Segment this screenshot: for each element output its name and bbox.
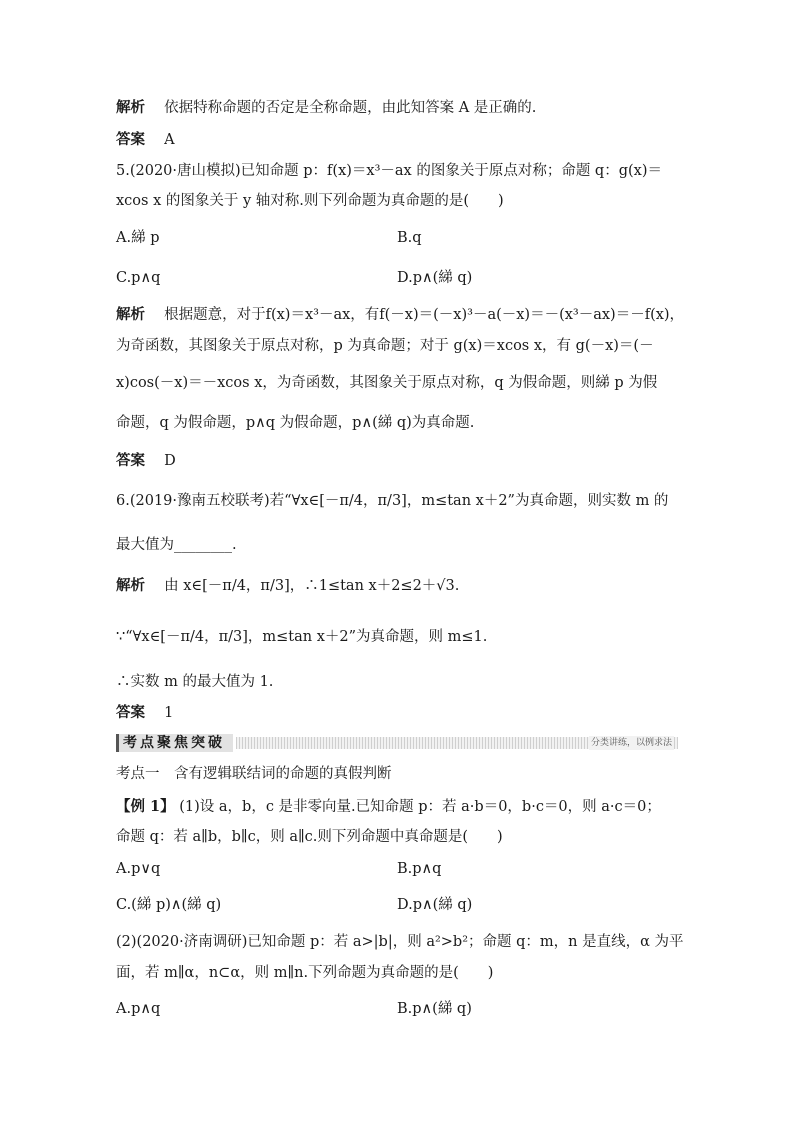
question-stem: (2)(2020·济南调研)已知命题 p：若 a>|b|，则 a²>b²；命题 q：m，n 是直线，α 为平 bbox=[116, 934, 684, 950]
option-b: B.p∧(綈 q) bbox=[397, 1001, 472, 1017]
answer-line bbox=[116, 130, 175, 150]
analysis-text: 根据题意，对于f(x)＝x³－ax，有f(－x)＝(－x)³－a(－x)＝－(x³－ax)＝－f(x)， bbox=[164, 307, 685, 323]
option-d: D.p∧(綈 q) bbox=[397, 270, 473, 286]
analysis-text: 由 x∈[－π/4，π/3]，∴1≤tan x＋2≤2＋√3. bbox=[164, 578, 460, 594]
option-b: B.p∧q bbox=[397, 861, 442, 877]
question-stem: 面，若 m∥α，n⊂α，则 m∥n.下列命题为真命题的是( ) bbox=[116, 965, 494, 981]
analysis-label: 解析 bbox=[116, 306, 145, 323]
question-stem: 5.(2020·唐山模拟)已知命题 p：f(x)＝x³－ax 的图象关于原点对称；命题 q：g(x)＝ bbox=[116, 163, 662, 179]
analysis-text: ∵“∀x∈[－π/4，π/3]，m≤tan x＋2”为真命题，则 m≤1. bbox=[116, 629, 488, 645]
analysis-line bbox=[116, 98, 536, 118]
banner-title: 考点聚焦突破 bbox=[116, 734, 233, 752]
option-c: C.(綈 p)∧(綈 q) bbox=[116, 897, 222, 913]
options-row bbox=[116, 895, 716, 915]
option-a: A.綈 p bbox=[116, 230, 160, 246]
question-stem: 命题 q：若 a∥b，b∥c，则 a∥c.则下列命题中真命题是( ) bbox=[116, 829, 503, 845]
option-a: A.p∨q bbox=[116, 861, 161, 877]
analysis-label: 解析 bbox=[116, 577, 145, 594]
section-heading: 考点一 含有逻辑联结词的命题的真假判断 bbox=[116, 766, 392, 782]
answer-label: 答案 bbox=[116, 452, 145, 469]
answer-line bbox=[116, 451, 176, 471]
options-row bbox=[116, 228, 716, 248]
options-row bbox=[116, 999, 716, 1019]
answer-value: A bbox=[164, 132, 175, 148]
analysis-text: 为奇函数，其图象关于原点对称，p 为真命题；对于 g(x)＝xcos x，有 g(－x)＝(－ bbox=[116, 338, 654, 354]
analysis-line bbox=[116, 305, 684, 325]
section-banner bbox=[116, 734, 678, 752]
analysis-text: 命题，q 为假命题，p∧q 为假命题，p∧(綈 q)为真命题. bbox=[116, 415, 475, 431]
banner-subtitle: 分类讲练，以例求法 bbox=[590, 738, 672, 748]
example-label: 【例 1】 bbox=[116, 798, 175, 815]
example-line bbox=[116, 797, 661, 817]
answer-label: 答案 bbox=[116, 704, 145, 721]
option-c: C.p∧q bbox=[116, 270, 161, 286]
question-stem: 最大值为________. bbox=[116, 537, 237, 553]
analysis-text: ∴实数 m 的最大值为 1. bbox=[116, 674, 274, 690]
answer-value: 1 bbox=[164, 705, 174, 721]
analysis-text: x)cos(－x)＝－xcos x，为奇函数，其图象关于原点对称，q 为假命题，则綈 p 为假 bbox=[116, 375, 658, 391]
analysis-line bbox=[116, 576, 459, 596]
answer-label: 答案 bbox=[116, 131, 145, 148]
options-row bbox=[116, 268, 716, 288]
option-a: A.p∧q bbox=[116, 1001, 161, 1017]
option-d: D.p∧(綈 q) bbox=[397, 897, 473, 913]
option-b: B.q bbox=[397, 230, 422, 246]
question-stem: xcos x 的图象关于 y 轴对称.则下列命题为真命题的是( ) bbox=[116, 193, 504, 209]
options-row bbox=[116, 859, 716, 879]
answer-line bbox=[116, 703, 173, 723]
question-stem: (1)设 a，b，c 是非零向量.已知命题 p：若 a·b＝0，b·c＝0，则 a·c＝0； bbox=[179, 799, 661, 815]
analysis-label: 解析 bbox=[116, 99, 145, 116]
answer-value: D bbox=[164, 453, 176, 469]
analysis-text: 依据特称命题的否定是全称命题，由此知答案 A 是正确的. bbox=[164, 100, 537, 116]
question-stem: 6.(2019·豫南五校联考)若“∀x∈[－π/4，π/3]，m≤tan x＋2”为真命题，则实数 m 的 bbox=[116, 493, 669, 509]
